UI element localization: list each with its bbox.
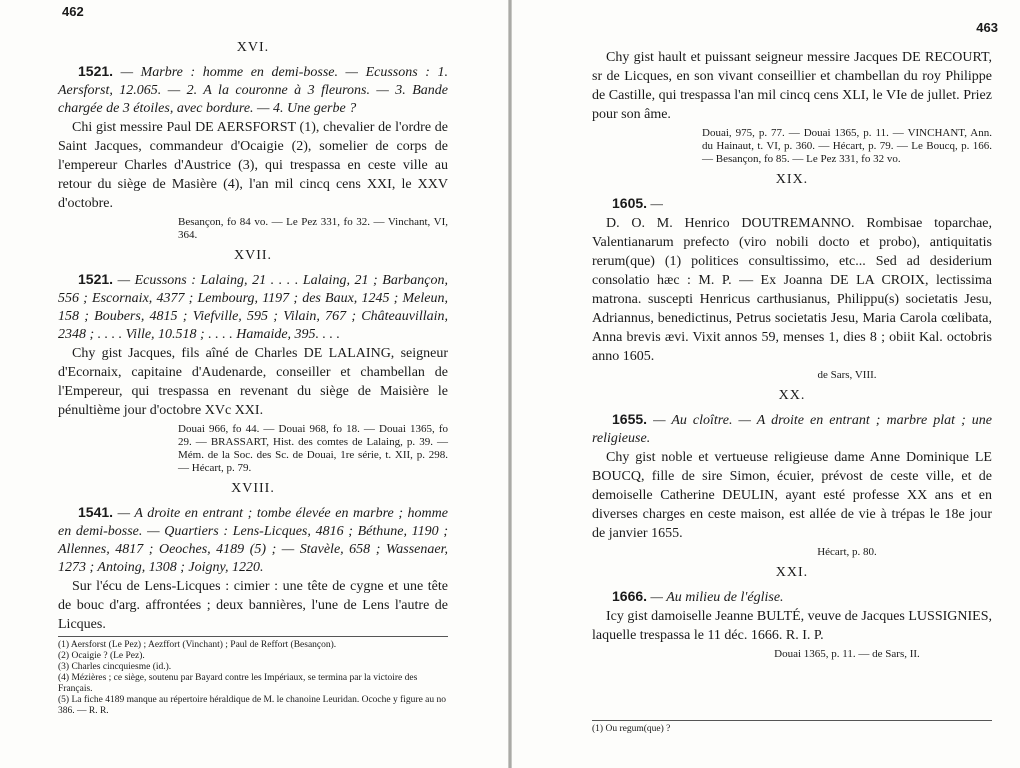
left-page	[0, 0, 508, 768]
inscription-text: Chi gist messire Paul DE AERSFORST (1), chevalier de l'ordre de Saint Jacques, commandeur d'Ocaigie (2), somelier de corps de l'empereur Charles d'Austrice (3), qui trespassa en ceste ville au retour du siège de Masière (4), l'an mil cincq cens XXI, le XXV d'octobre.	[58, 120, 448, 211]
inscription-text: Chy gist hault et puissant seigneur messire Jacques DE RECOURT, sr de Licques, en son vivant conseillier et chambellan du roy Philippe de Castille, qui trespassa l'an mil cincq cens XLI, le VIe de jullet. Priez pour son âme.	[592, 50, 992, 122]
section-xxi	[592, 565, 992, 661]
inscription-text: Chy gist noble et vertueuse religieuse dame Anne Dominique LE BOUCQ, fille de sire Simon, écuier, prévost de ceste ville, et de demoiselle Catherine DEULIN, ayant esté professe XX ans et en diverses charges en ceste maison, est allée de vie à trépas le 18e jour de janvier 1655.	[592, 450, 992, 541]
source-citation: de Sars, VIII.	[817, 369, 877, 381]
section-title: XIX.	[775, 172, 809, 187]
section-xix	[592, 172, 992, 382]
section-xviii	[58, 481, 448, 634]
source-citation: Douai, 975, p. 77. — Douai 1365, p. 11. — VINCHANT, Ann. du Hainaut, t. VI, p. 360. — Hécart, p. 79. — Le Boucq, p. 166. — Besançon, fo 85. — Le Pez 331, fo 32 vo.	[702, 127, 992, 165]
entry-heading	[58, 503, 448, 577]
footnote: (1) Aersforst (Le Pez) ; Aezffort (Vinchant) ; Paul de Reffort (Besançon).	[58, 640, 337, 650]
entry-description: — Ecussons : Lalaing, 21 . . . . Lalaing, 21 ; Barbançon, 556 ; Escornaix, 4377 ; Lembourg, 1197 ; des Baux, 1245 ; Meleun, 158 ; Boubers, 4815 ; Viefville, 595 ; Vilain, 767 ; Châteauvillain, 2348 ; . . . . Ville, 10.518 ; . . . . Hamaide, 395. . . .	[58, 273, 448, 342]
footnote: (3) Charles cincquiesme (id.).	[58, 662, 172, 672]
section-title: XVIII.	[231, 481, 275, 496]
section-title: XXI.	[775, 565, 809, 580]
entry-description: — A droite en entrant ; tombe élevée en marbre ; homme en demi-bosse. — Quartiers : Lens-Licques, 4816 ; Béthune, 1190 ; Allennes, 4817 ; Oeoches, 4189 (5) ; — Stavèle, 658 ; Wassenaer, 1273 ; Antoing, 1308 ; Joigny, 1220.	[58, 506, 448, 575]
entry-year: 1655.	[612, 411, 648, 427]
entry-heading	[592, 587, 992, 607]
entry-year: 1521.	[78, 63, 114, 79]
footnotes	[58, 636, 448, 717]
footnote: (1) Ou regum(que) ?	[592, 724, 671, 734]
section-title: XX.	[778, 388, 806, 403]
section-xvii	[58, 248, 448, 475]
section-xvi	[58, 40, 448, 242]
inscription-text: Sur l'écu de Lens-Licques : cimier : une tête de cygne et une tête de bouc d'arg. affrontées ; deux bannières, l'une de Lens l'autre de Licques.	[58, 579, 448, 632]
left-column	[58, 36, 448, 634]
entry-year: 1521.	[78, 271, 114, 287]
footnote: (5) La fiche 4189 manque au répertoire héraldique de M. le chanoine Leuridan. Ocoche y figure au no 386. — R. R.	[58, 695, 447, 716]
entry-heading	[58, 62, 448, 118]
entry-heading	[592, 194, 992, 214]
entry-description: — Marbre : homme en demi-bosse. — Ecussons : 1. Aersforst, 12.065. — 2. A la couronne à 3 fleurons. — 3. Bande chargée de 3 étoiles, avec bordure. — 4. Une gerbe ?	[58, 65, 448, 116]
page-number: 462	[62, 4, 84, 19]
entry-description: —	[647, 197, 663, 212]
page-number: 463	[976, 20, 998, 35]
inscription-text: Icy gist damoiselle Jeanne BULTÉ, veuve de Jacques LUSSIGNIES, laquelle trespassa le 11 déc. 1666. R. I. P.	[592, 609, 992, 643]
inscription-text: D. O. M. Henrico DOUTREMANNO. Rombisae toparchae, Valentianarum prefecto (viro nobili docto et probo), antiquitatis rerum(que) (1) politices consultissimo, etc... Sed ad desiderium consolatio hæc : M. P. — Ex Joanna DE LA CROIX, lectissima matrona. suscepti Henricus carthusianus, Philippu(s) societatis Jesu, Adriannus, benedictinus, Petrus societatis Jesu, Maria Carola cœlibata, Anna brevis ævi. Vixit annos 59, menses 1, dies 8 ; obiit Kal. octobris anno 1605.	[592, 216, 992, 364]
right-column	[592, 48, 992, 667]
entry-year: 1605.	[612, 195, 648, 211]
section-title: XVII.	[233, 248, 273, 263]
entry-year: 1541.	[78, 504, 114, 520]
source-citation: Besançon, fo 84 vo. — Le Pez 331, fo 32. — Vinchant, VI, 364.	[178, 216, 448, 241]
entry-heading	[592, 410, 992, 448]
entry-description: — Au milieu de l'église.	[647, 590, 784, 605]
entry-description: — Au cloître. — A droite en entrant ; marbre plat ; une religieuse.	[592, 413, 992, 446]
source-citation: Douai 1365, p. 11. — de Sars, II.	[774, 648, 920, 660]
section-xx	[592, 388, 992, 559]
right-page	[512, 0, 1020, 768]
footnote: (2) Ocaigie ? (Le Pez).	[58, 651, 145, 661]
source-citation: Hécart, p. 80.	[817, 546, 877, 558]
entry-heading	[58, 270, 448, 344]
section-title: XVI.	[236, 40, 270, 55]
inscription-text: Chy gist Jacques, fils aîné de Charles DE LALAING, seigneur d'Ecornaix, capitaine d'Audenarde, conseiller et chambellan de l'Empereur, qui trespassa en revenant du siège de Maisière le pénultième jour d'octobre XVc XXI.	[58, 346, 448, 418]
footnotes	[592, 720, 992, 735]
entry-year: 1666.	[612, 588, 648, 604]
source-citation: Douai 966, fo 44. — Douai 968, fo 18. — Douai 1365, fo 29. — BRASSART, Hist. des comtes de Lalaing, p. 39. — Mém. de la Soc. des Sc. de Douai, 1re série, t. XII, p. 298. — Hécart, p. 79.	[178, 423, 448, 474]
footnote: (4) Mézières ; ce siège, soutenu par Bayard contre les Impériaux, se termina par la victoire des Français.	[58, 673, 418, 694]
